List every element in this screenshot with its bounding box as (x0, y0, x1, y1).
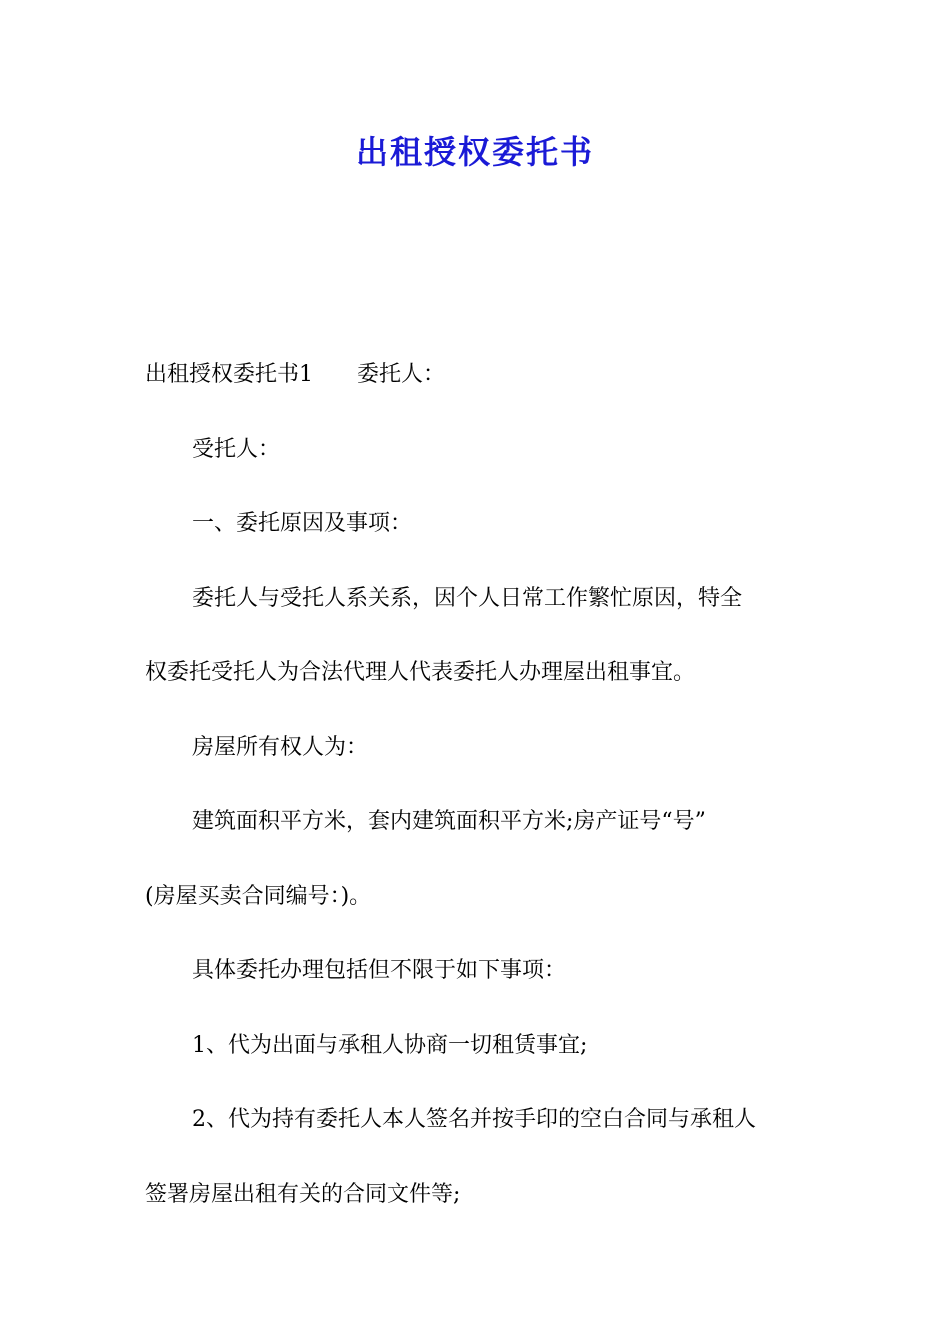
paragraph-line: 签署房屋出租有关的合同文件等; (145, 1181, 461, 1207)
paragraph-line (145, 338, 810, 413)
list-item: 1、代为出面与承租人协商一切租赁事宜; (192, 1032, 588, 1058)
paragraph-line: 权委托受托人为合法代理人代表委托人办理屋出租事宜。 (145, 660, 696, 685)
principal-label: 委托人： (357, 362, 446, 387)
clause-heading: 一、委托原因及事项： (192, 511, 413, 536)
paragraph-line: (房屋买卖合同编号：)。 (145, 883, 372, 909)
list-item: 2、代为持有委托人本人签名并按手印的空白合同与承租人 (192, 1107, 756, 1132)
paragraph-line: 委托人与受托人系关系，因个人日常工作繁忙原因，特全 (192, 585, 743, 611)
section-heading: 出租授权委托书1 (145, 362, 313, 387)
document-body (145, 338, 810, 1232)
document-title: 出租授权委托书 (355, 133, 594, 171)
owner-label: 房屋所有权人为： (192, 734, 369, 760)
paragraph-line: 具体委托办理包括但不限于如下事项： (192, 958, 567, 983)
agent-label: 受托人： (192, 436, 281, 462)
paragraph-line: 建筑面积平方米，套内建筑面积平方米;房产证号“号” (192, 809, 706, 834)
